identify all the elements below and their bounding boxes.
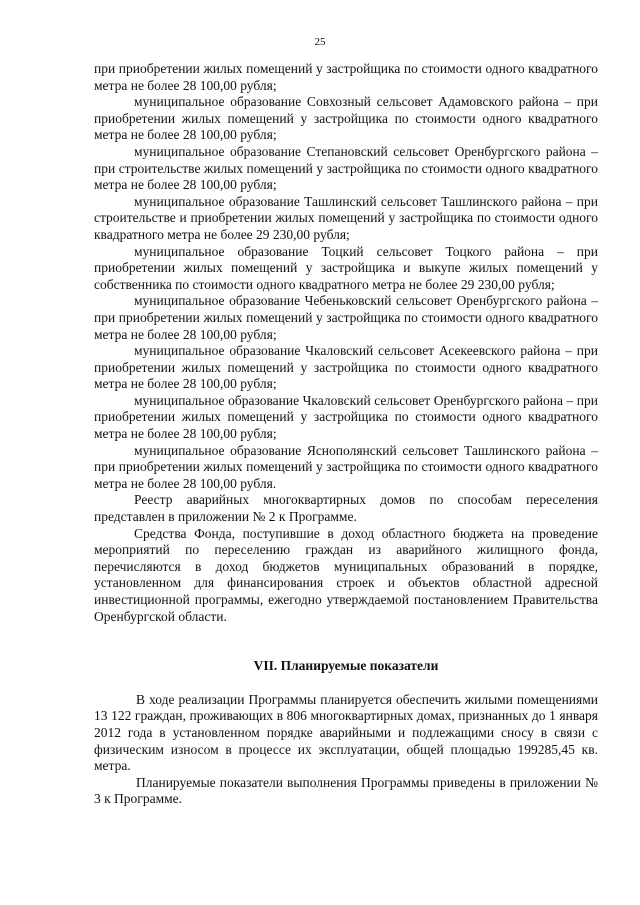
paragraph: при приобретении жилых помещений у застройщика по стоимости одного квадратного метра не более 28 100,00 рубля; xyxy=(94,61,598,93)
paragraph: Планируемые показатели выполнения Программы приведены в приложении № 3 к Программе. xyxy=(94,774,598,807)
body-text xyxy=(94,61,598,808)
paragraph: муниципальное образование Чкаловский сельсовет Асекеевского района – при приобретении жилых помещений у застройщика по стоимости одного квадратного метра не более 28 100,00 рубля; xyxy=(94,343,598,392)
paragraph: Реестр аварийных многоквартирных домов по способам переселения представлен в приложении № 2 к Программе. xyxy=(94,492,598,525)
page-number: 25 xyxy=(314,36,326,48)
paragraph: муниципальное образование Чебеньковский сельсовет Оренбургского района – при приобретении жилых помещений у застройщика по стоимости одного квадратного метра не более 28 100,00 рубля; xyxy=(94,293,598,342)
paragraph: муниципальное образование Ташлинский сельсовет Ташлинского района – при строительстве и приобретении жилых помещений у застройщика по стоимости одного квадратного метра не более 29 230,00 рубля; xyxy=(94,193,598,242)
paragraph: муниципальное образование Яснополянский сельсовет Ташлинского района – при приобретении жилых помещений у застройщика по стоимости одного квадратного метра не более 28 100,00 рубля. xyxy=(94,442,598,491)
paragraph: муниципальное образование Чкаловский сельсовет Оренбургского района – при приобретении жилых помещений у застройщика по стоимости одного квадратного метра не более 28 100,00 рубля; xyxy=(94,392,598,442)
paragraph: В ходе реализации Программы планируется обеспечить жилыми помещениями 13 122 граждан, проживающих в 806 многоквартирных домах, признанных до 1 января 2012 года в установленном порядке аварийными и подлежащими сносу в связи с физическим износом в процессе их эксплуатации, общей площадью 199285,45 кв. метра. xyxy=(94,691,598,774)
paragraph: муниципальное образование Совхозный сельсовет Адамовского района – при приобретении жилых помещений у застройщика по стоимости одного квадратного метра не более 28 100,00 рубля; xyxy=(94,94,598,143)
paragraph: муниципальное образование Тоцкий сельсовет Тоцкого района – при приобретении жилых помещений у застройщика и выкупе жилых помещений у собственника по стоимости одного квадратного метра не более 29 230,00 рубля; xyxy=(94,243,598,292)
paragraph: муниципальное образование Степановский сельсовет Оренбургского района – при строительстве жилых помещений у застройщика по стоимости одного квадратного метра не более 28 100,00 рубля; xyxy=(94,143,598,193)
paragraph: Средства Фонда, поступившие в доход областного бюджета на проведение мероприятий по переселению граждан из аварийного жилищного фонда, перечисляются в доход бюджетов муниципальных образований в порядке, установленном для финансирования строек и объектов областной адресной инвестиционной программы, ежегодно утверждаемой постановлением Правительства Оренбургской области. xyxy=(94,525,598,624)
section-heading: VII. Планируемые показатели xyxy=(253,658,439,674)
